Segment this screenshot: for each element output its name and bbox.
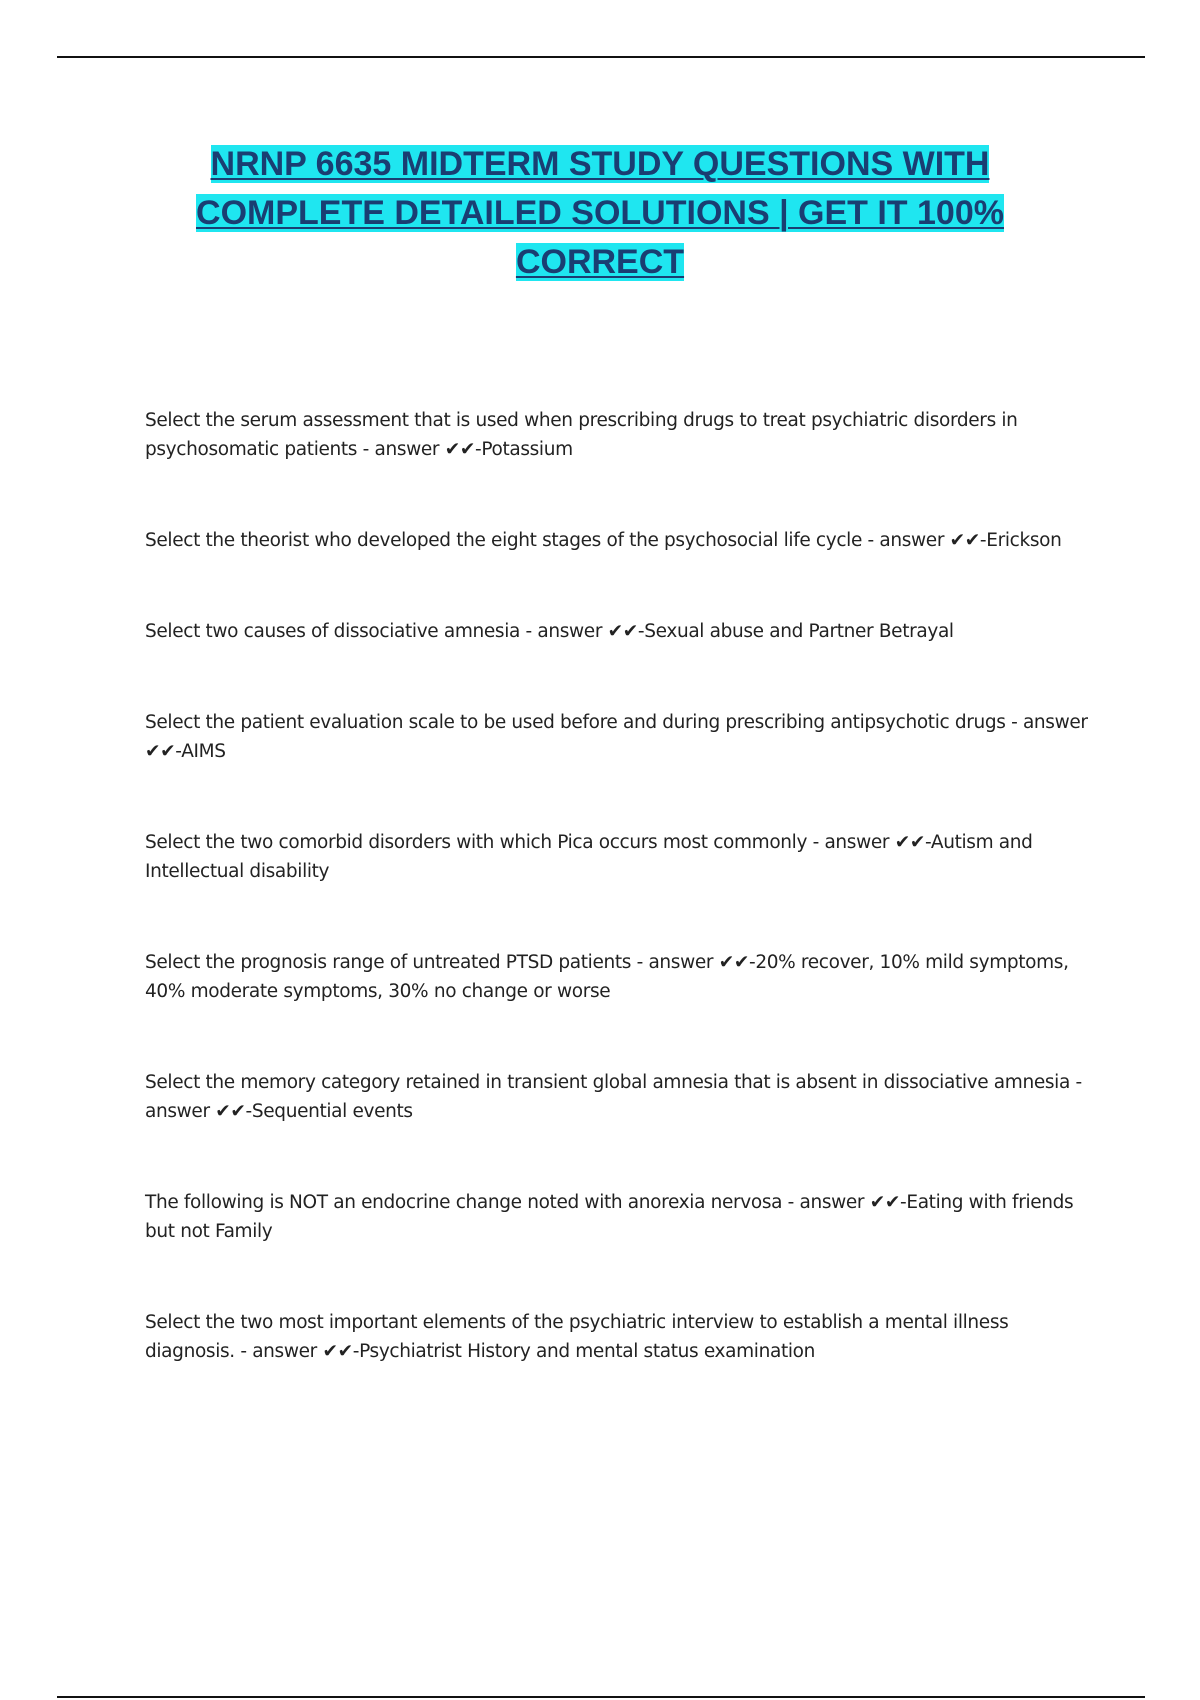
qa-item: Select the serum assessment that is used when prescribing drugs to treat psychiatric disorders in psychosomatic patients - answer ✔✔-Potassium [145, 410, 1018, 460]
document-title: NRNP 6635 MIDTERM STUDY QUESTIONS WITH COMPLETE DETAILED SOLUTIONS | GET IT 100% CORRECT [196, 145, 1004, 281]
qa-list [145, 406, 1095, 1428]
qa-item: The following is NOT an endocrine change noted with anorexia nervosa - answer ✔✔-Eating with friends but not Family [145, 1192, 1074, 1242]
title-block [0, 143, 1200, 290]
qa-item: Select the theorist who developed the eight stages of the psychosocial life cycle - answer ✔✔-Erickson [145, 530, 1062, 551]
bottom-divider [57, 1696, 1145, 1698]
qa-item: Select the two comorbid disorders with which Pica occurs most commonly - answer ✔✔-Autism and Intellectual disability [145, 832, 1033, 882]
qa-item: Select the memory category retained in transient global amnesia that is absent in dissociative amnesia - answer ✔✔-Sequential events [145, 1072, 1082, 1122]
qa-item: Select two causes of dissociative amnesia - answer ✔✔-Sexual abuse and Partner Betrayal [145, 621, 954, 642]
qa-item: Select the patient evaluation scale to be used before and during prescribing antipsychotic drugs - answer ✔✔-AIMS [145, 712, 1088, 762]
top-divider [57, 56, 1145, 58]
qa-item: Select the two most important elements of the psychiatric interview to establish a mental illness diagnosis. - answer ✔✔-Psychiatrist History and mental status examination [145, 1312, 1009, 1362]
qa-item: Select the prognosis range of untreated PTSD patients - answer ✔✔-20% recover, 10% mild symptoms, 40% moderate symptoms, 30% no change or worse [145, 952, 1069, 1002]
